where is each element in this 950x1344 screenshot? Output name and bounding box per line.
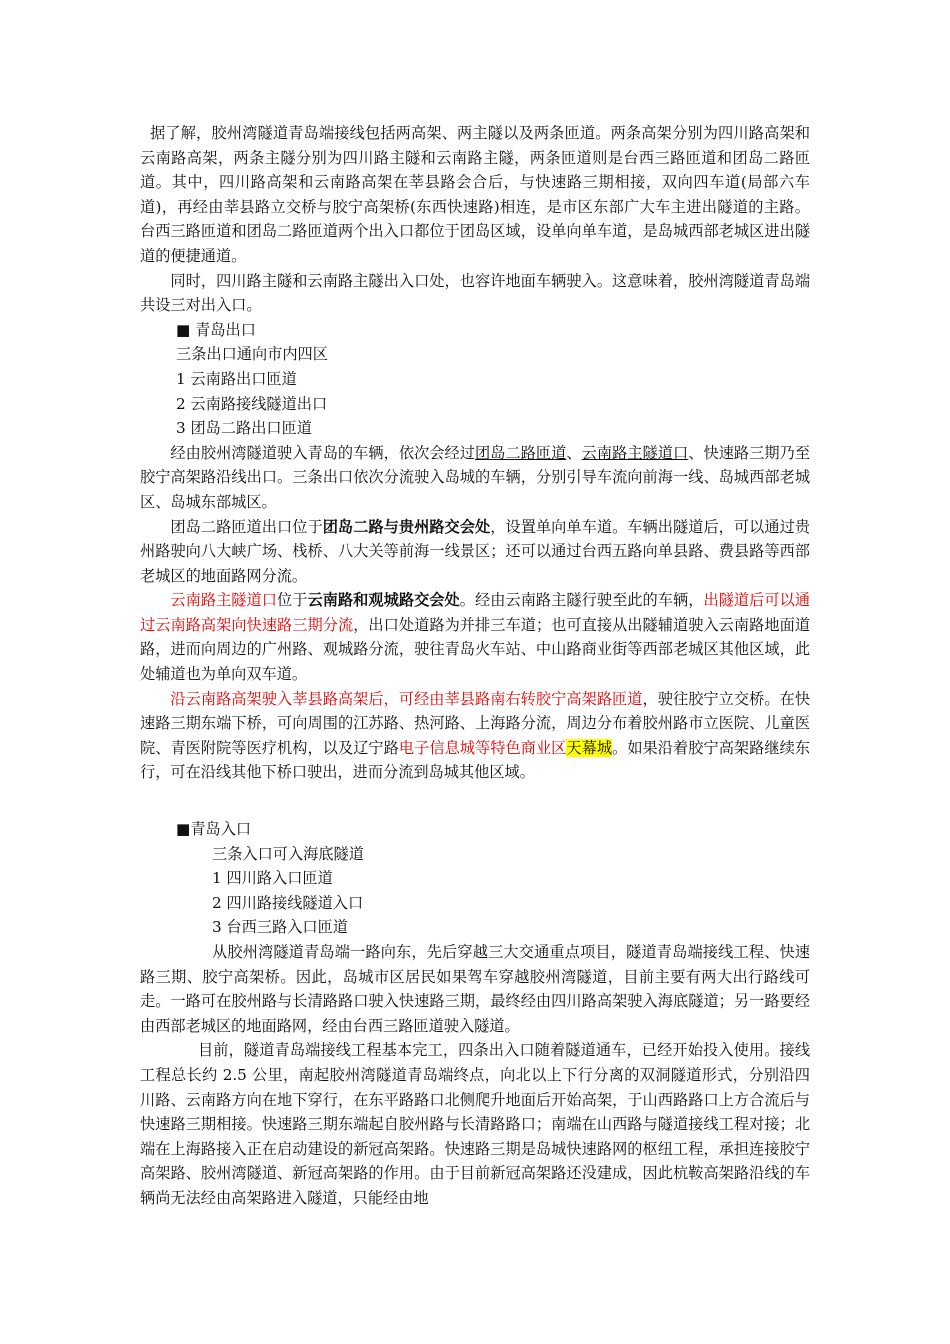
red-text: 出隧道后可以通过云南路高架向快速路三期分流 <box>140 591 811 634</box>
underlined-yunnan-tunnel: 云南路主隧道口 <box>581 443 689 462</box>
section-heading-exit: ■ 青岛出口 <box>176 320 256 339</box>
entry-subheading: 三条入口可入海底隧道 <box>212 844 364 863</box>
bold-location: 团岛二路与贵州路交会处 <box>322 517 491 536</box>
highlighted-text: 天幕城 <box>566 738 613 757</box>
exit-item-3: 3 团岛二路出口匝道 <box>176 419 312 438</box>
underlined-tuandao-ramp: 团岛二路匝道 <box>475 443 567 462</box>
bold-location: 云南路和观城路交会处 <box>307 591 460 610</box>
red-text: 沿云南路高架驶入莘县路高架后，可经由莘县路南右转胶宁高架路匝道 <box>170 689 643 708</box>
paragraph-entry-routes: 从胶州湾隧道青岛端一路向东，先后穿越三大交通重点项目，隧道青岛端接线工程、快速路三期、胶宁高架桥。因此，岛城市区居民如果驾车穿越胶州湾隧道，目前主要有两大出行路线可走。一路可在胶州路与长清路路口驶入快速路三期，最终经由四川路高架驶入海底隧道；另一路要经由西部老城区的地面路网，经由台西三路匝道驶入隧道。 <box>140 943 810 1035</box>
section-heading-entry: ■青岛入口 <box>176 820 252 839</box>
paragraph-entrances: 同时，四川路主隧和云南路主隧出入口处，也容许地面车辆驶入。这意味着，胶州湾隧道青岛端共设三对出入口。 <box>140 271 810 315</box>
spacer <box>140 785 810 817</box>
red-text: 电子信息城等特色商业区 <box>398 738 567 757</box>
paragraph-connection-project: 目前，隧道青岛端接线工程基本完工，四条出入口随着隧道通车，已经开始投入使用。接线工程总长约 2.5 公里，南起胶州湾隧道青岛端终点，向北以上下行分离的双洞隧道形式，分别沿四川路、云南路方向在地下穿行，在东平路路口北侧爬升地面后开始高架，于山西路路口上方合流后与快速路三期相接。快速路三期东端起自胶州路与长清路路口；南端在山西路与隧道接线工程对接；北端在上海路接入正在启动建设的新冠高架路。快速路三期是岛城快速路网的枢纽工程，承担连接胶宁高架路、胶州湾隧道、新冠高架路的作用。由于目前新冠高架路还没建成，因此杭鞍高架路沿线的车辆尚无法经由高架路进入隧道，只能经由地 <box>140 1041 810 1207</box>
entry-item-2: 2 四川路接线隧道入口 <box>212 893 364 912</box>
document-page <box>140 121 810 1211</box>
entry-item-3: 3 台西三路入口匝道 <box>212 918 348 937</box>
paragraph-exit-sequence: 经由胶州湾隧道驶入青岛的车辆，依次会经过团岛二路匝道、云南路主隧道口、快速路三期乃至胶宁高架路沿线出口。三条出口依次分流驶入岛城的车辆，分别引导车流向前海一线、岛城西部老城区、岛城东部城区。 <box>140 443 811 511</box>
red-text: 云南路主隧道口 <box>170 591 277 610</box>
paragraph-overview: 据了解，胶州湾隧道青岛端接线包括两高架、两主隧以及两条匝道。两条高架分别为四川路高架和云南路高架，两条主隧分别为四川路主隧和云南路主隧，两条匝道则是台西三路匝道和团岛二路匝道。其中，四川路高架和云南路高架在莘县路会合后，与快速路三期相接，双向四车道(局部六车道)，再经由莘县路立交桥与胶宁高架桥(东西快速路)相连，是市区东部广大车主进出隧道的主路。台西三路匝道和团岛二路匝道两个出入口都位于团岛区域，设单向单车道，是岛城西部老城区进出隧道的便捷通道。 <box>140 124 810 265</box>
paragraph-tuandao-exit: 团岛二路匝道出口位于团岛二路与贵州路交会处，设置单向单车道。车辆出隧道后，可以通过贵州路驶向八大峡广场、栈桥、八大关等前海一线景区；还可以通过台西五路向单县路、费县路等西部老城区的地面路网分流。 <box>140 517 811 585</box>
exit-item-1: 1 云南路出口匝道 <box>176 369 297 388</box>
paragraph-shenxian-route: 沿云南路高架驶入莘县路高架后，可经由莘县路南右转胶宁高架路匝道，驶往胶宁立交桥。在快速路三期东端下桥，可向周围的江苏路、热河路、上海路分流，周边分布着胶州路市立医院、儿童医院、青医附院等医疗机构，以及辽宁路电子信息城等特色商业区天幕城。如果沿着胶宁高架路继续东行，可在沿线其他下桥口驶出，进而分流到岛城其他区域。 <box>140 689 811 782</box>
exit-item-2: 2 云南路接线隧道出口 <box>176 394 328 413</box>
entry-item-1: 1 四川路入口匝道 <box>212 869 333 888</box>
exit-subheading: 三条出口通向市内四区 <box>176 345 328 364</box>
paragraph-yunnan-exit: 云南路主隧道口位于云南路和观城路交会处。经由云南路主隧行驶至此的车辆，出隧道后可以通过云南路高架向快速路三期分流，出口处道路为并排三车道；也可直接从出隧辅道驶入云南路地面道路，进而向周边的广州路、观城路分流，驶往青岛火车站、中山路商业街等西部老城区其他区域，此处辅道也为单向双车道。 <box>140 591 811 684</box>
